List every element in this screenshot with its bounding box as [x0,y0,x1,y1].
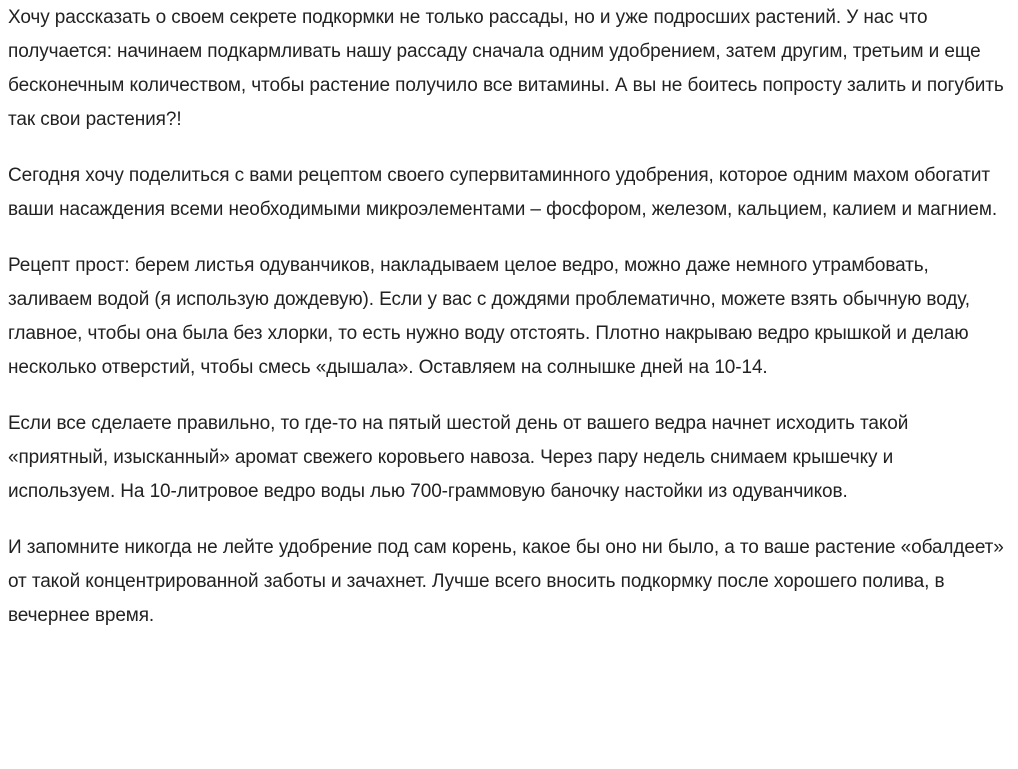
article-paragraph-result: Если все сделаете правильно, то где-то на пятый шестой день от вашего ведра начнет исходить такой «приятный, изысканный» аромат свежего коровьего навоза. Через пару недель снимаем крышечку и используем. На 10-литровое ведро воды лью 700-граммовую баночку настойки из одуванчиков. [8,413,909,502]
article-paragraph-recipe: Рецепт прост: берем листья одуванчиков, накладываем целое ведро, можно даже немного утрамбовать, заливаем водой (я использую дождевую). Если у вас с дождями проблематично, можете взять обычную воду, главное, чтобы она была без хлорки, то есть нужно воду отстоять. Плотно накрываю ведро крышкой и делаю несколько отверстий, чтобы смесь «дышала». Оставляем на солнышке дней на 10-14. [8,255,970,378]
article-paragraph-intro: Хочу рассказать о своем секрете подкормки не только рассады, но и уже подросших растений. У нас что получается: начинаем подкармливать нашу рассаду сначала одним удобрением, затем другим, третьим и еще бесконечным количеством, чтобы растение получило все витамины. А вы не боитесь попросту залить и погубить так свои растения?! [8,7,1004,130]
article-paragraph-advice: И запомните никогда не лейте удобрение под сам корень, какое бы оно ни было, а то ваше растение «обалдеет» от такой концентрированной заботы и зачахнет. Лучше всего вносить подкормку после хорошего полива, в вечернее время. [8,537,1004,626]
article-paragraph-recipe-intro: Сегодня хочу поделиться с вами рецептом своего супервитаминного удобрения, которое одним махом обогатит ваши насаждения всеми необходимыми микроэлементами – фосфором, железом, кальцием, калием и магнием. [8,165,998,220]
article-body [0,1,1018,633]
